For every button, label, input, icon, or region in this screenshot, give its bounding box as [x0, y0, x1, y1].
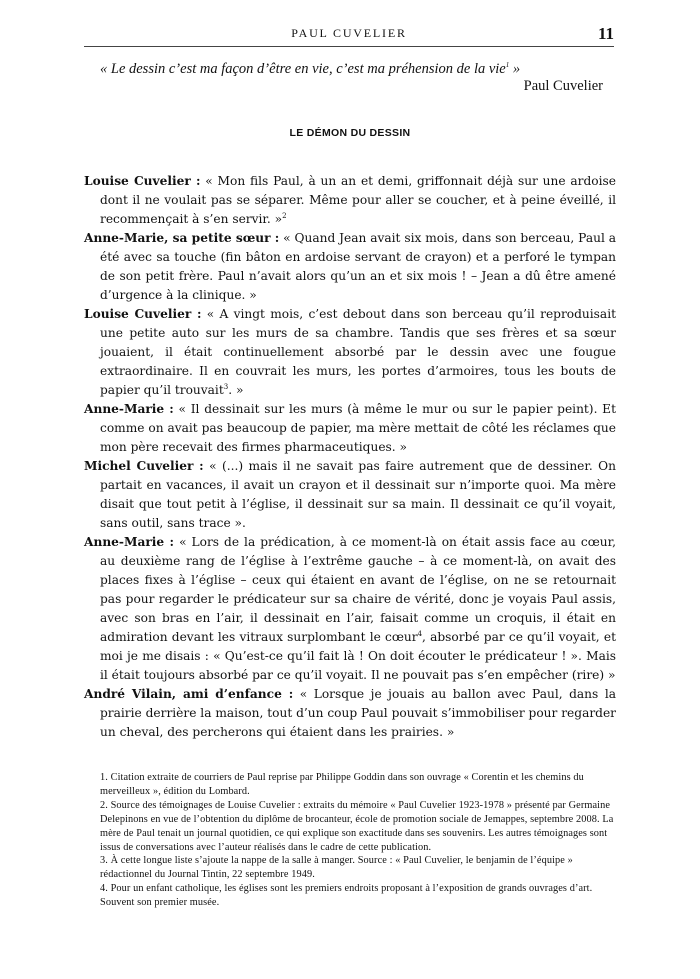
footnotes: [100, 771, 616, 910]
epigraph-close: »: [509, 61, 521, 77]
footnote-ref[interactable]: 2: [282, 211, 287, 220]
section-title: LE DÉMON DU DESSIN: [289, 127, 411, 139]
testimony-text: « Lors de la prédication, à ce moment-là on était assis face au cœur, au deuxième rang de l’église à l’extrême gauche – à ce moment-là, on avait des places fixes à l’église – ceux qui étaient en avant de l’église, on ne se retournait pas pour regarder le prédicateur sur sa chaire de vérité, donc je voyais Paul assis, avec son bras en l’air, il dessinait en l’air, faisait comme un croquis, il était en admiration devant les vitraux surplombant le cœur: [100, 535, 616, 644]
speaker-name: Anne-Marie :: [84, 402, 174, 416]
footnote-ref[interactable]: 4: [417, 629, 423, 638]
footnote-ref[interactable]: 3: [223, 382, 229, 391]
footnote: 3. À cette longue liste s’ajoute la nappe de la salle à manger. Source : « Paul Cuvelier, le benjamin de l’équipe » rédactionnel du Journal Tintin, 22 septembre 1949.: [100, 855, 573, 881]
testimony-text-after: , absorbé par ce qu’il voyait, et moi je me disais : « Qu’est-ce qu’il fait là ! On doit écouter le prédicateur ! ». Mais il était toujours absorbé par ce qu’il voyait. Il ne pouvait pas s’en empêcher (rire) »: [100, 630, 616, 682]
speaker-name: André Vilain, ami d’enfance :: [84, 687, 294, 701]
testimony-entry: [84, 229, 616, 305]
testimony-text-after: . »: [228, 383, 244, 397]
testimony-text: « Il dessinait sur les murs (à même le mur ou sur le papier peint). Et comme on avait pas beaucoup de papier, ma mère mettait de côté les réclames que mon père recevait des firmes pharmaceutiques. »: [100, 402, 616, 454]
testimony-entry: [84, 685, 616, 742]
testimony-entry: [84, 172, 616, 229]
footnote: 2. Source des témoignages de Louise Cuvelier : extraits du mémoire « Paul Cuvelier 1923-1978 » présenté par Germaine Delepinons en vue de l’obtention du diplôme de brocanteur, école de promotion sociale de Jemappes, septembre 2008. La mère de Paul tenait un journal quotidien, ce qui explique son exactitude dans ses souvenirs. Les autres témoignages sont issus de conversations avec l’auteur réalisés dans le cadre de cette publication.: [100, 799, 614, 853]
testimony-text: « Quand Jean avait six mois, dans son berceau, Paul a été avec sa touche (fin bâton en ardoise servant de crayon) et a perforé le tympan de son petit frère. Paul n’avait alors qu’un an et six mois ! – Jean a dû être amené d’urgence à la clinique. »: [100, 231, 616, 302]
testimony-text: « A vingt mois, c’est debout dans son berceau qu’il reproduisait une petite auto sur les murs de sa chambre. Tandis que ses frères et sa sœur jouaient, il était continuellement absorbé par le dessin avec une fougue extraordinaire. Il en couvrait les murs, les portes d’armoires, tous les bouts de papier qu’il trouvait: [100, 307, 616, 397]
epigraph-quote: [100, 61, 605, 78]
running-title: PAUL CUVELIER: [291, 26, 407, 40]
speaker-name: Michel Cuvelier :: [84, 459, 204, 473]
epigraph-author: Paul Cuvelier: [523, 78, 603, 94]
testimony-text: « Lorsque je jouais au ballon avec Paul, dans la prairie derrière la maison, tout d’un coup Paul pouvait s’immobiliser pour regarder un cheval, des percherons qui étaient dans les prairies. »: [100, 687, 616, 739]
testimonies: [84, 172, 616, 742]
testimony-text: « Mon fils Paul, à un an et demi, griffonnait déjà sur une ardoise dont il ne voulait pas se séparer. Même pour aller se coucher, et à peine éveillé, il recommençait à s’en servir. »: [100, 174, 616, 226]
speaker-name: Anne-Marie, sa petite sœur :: [84, 231, 280, 245]
speaker-name: Louise Cuvelier :: [84, 174, 201, 188]
footnote: 1. Citation extraite de courriers de Paul reprise par Philippe Goddin dans son ouvrage « Corentin et les chemins du merveilleux », édition du Lombard.: [100, 772, 584, 797]
footnote-ref[interactable]: 1: [505, 61, 510, 70]
footnote: 4. Pour un enfant catholique, les églises sont les premiers endroits proposant à l’exposition de grands ouvrages d’art. Souvent son premier musée.: [100, 883, 593, 909]
testimony-text: « (...) mais il ne savait pas faire autrement que de dessiner. On partait en vacances, il avait un crayon et il dessinait sur n’importe quoi. Ma mère disait que tout petit à l’église, il dessinait sur sa main. Il dessinait ce qu’il voyait, sans outil, sans trace ».: [100, 459, 616, 530]
page-header: [84, 24, 614, 47]
speaker-name: Louise Cuvelier :: [84, 307, 202, 321]
testimony-entry: [84, 305, 616, 400]
speaker-name: Anne-Marie :: [84, 535, 175, 549]
epigraph-text: « Le dessin c’est ma façon d’être en vie, c’est ma préhension de la vie: [100, 61, 506, 77]
page-number: 11: [597, 24, 614, 43]
testimony-entry: [84, 533, 616, 685]
testimony-entry: [84, 400, 616, 457]
testimony-entry: [84, 457, 616, 533]
